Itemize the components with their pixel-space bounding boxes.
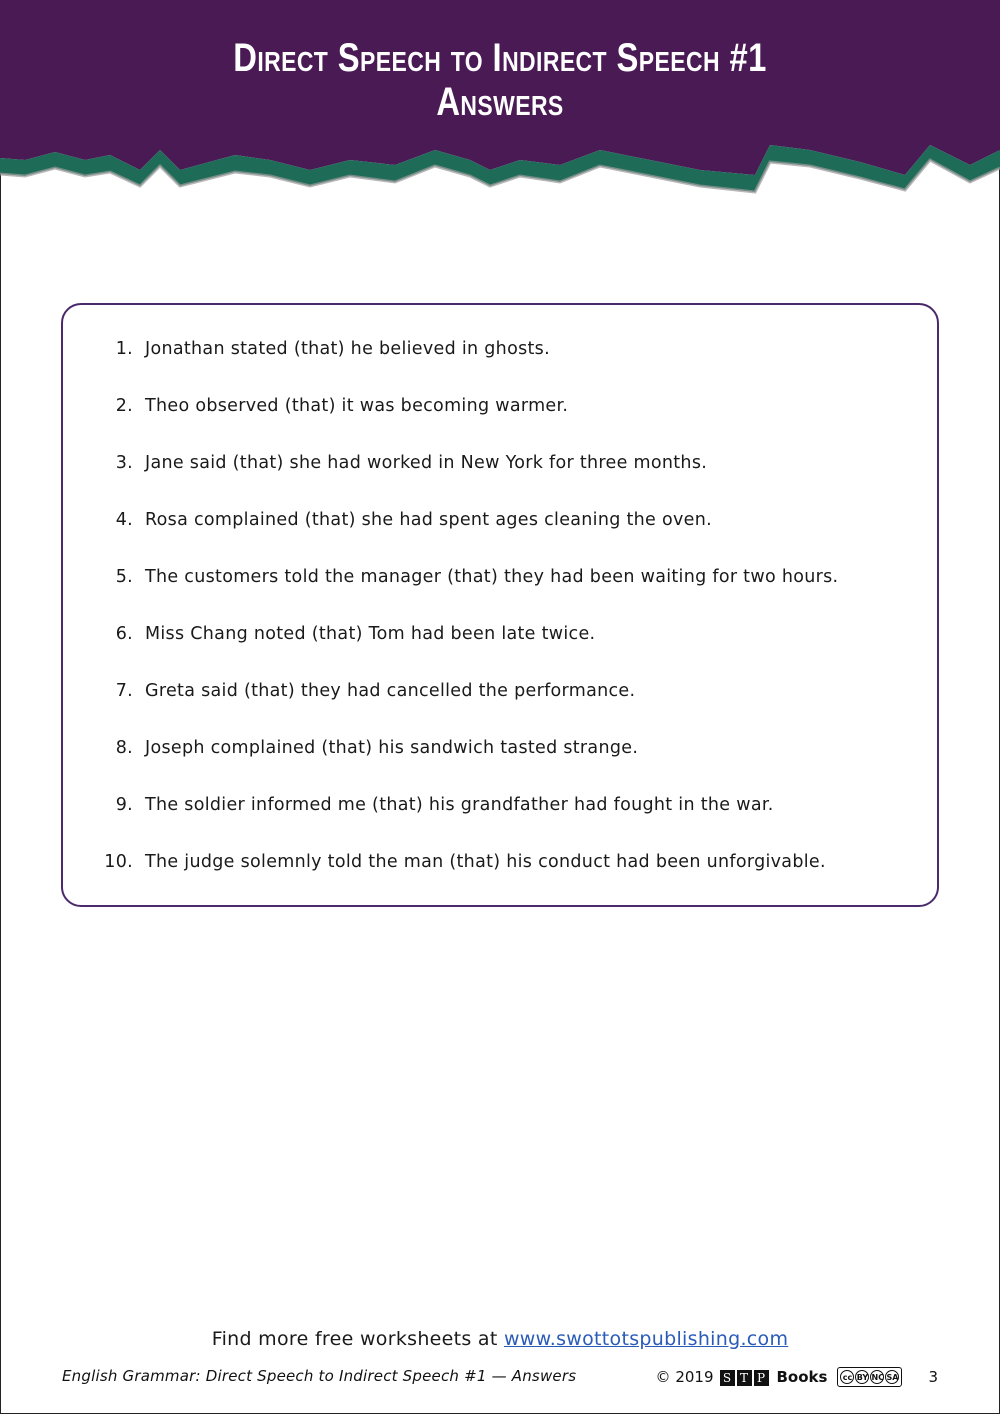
title-line-1: Direct Speech to Indirect Speech #1 — [233, 36, 767, 80]
title-line-2: Answers — [436, 80, 564, 124]
website-link[interactable]: www.swottotspublishing.com — [503, 1328, 789, 1350]
sa-icon: SA — [885, 1370, 899, 1384]
item-number: 10. — [104, 852, 133, 872]
footer-title: English Grammar: Direct Speech to Indirect Speech #1 — Answers — [62, 1367, 577, 1385]
item-number: 5. — [115, 567, 133, 587]
item-text: Greta said (that) they had cancelled the performance. — [145, 681, 636, 701]
item-text: Theo observed (that) it was becoming warmer. — [145, 396, 569, 416]
item-number: 2. — [115, 396, 133, 416]
stp-letter-p: P — [754, 1370, 769, 1386]
item-number: 8. — [115, 738, 133, 758]
nc-icon: NC — [870, 1370, 884, 1384]
stp-letter-t: T — [737, 1370, 752, 1386]
item-text: Joseph complained (that) his sandwich tasted strange. — [145, 738, 639, 758]
item-text: The customers told the manager (that) they had been waiting for two hours. — [145, 567, 839, 587]
item-text: The judge solemnly told the man (that) his conduct had been unforgivable. — [145, 852, 826, 872]
promo-text: Find more free worksheets at — [211, 1328, 504, 1350]
footer-right — [656, 1367, 938, 1387]
item-number: 1. — [115, 339, 133, 359]
item-text: Jonathan stated (that) he believed in ghosts. — [145, 339, 550, 359]
header-banner — [0, 0, 1000, 200]
item-number: 6. — [115, 624, 133, 644]
stp-letter-s: S — [720, 1370, 735, 1386]
books-label: Books — [776, 1368, 828, 1386]
page-title — [0, 36, 1000, 124]
item-text: Jane said (that) she had worked in New York for three months. — [145, 453, 708, 473]
item-text: Miss Chang noted (that) Tom had been late twice. — [145, 624, 596, 644]
promo-line — [0, 1328, 1000, 1350]
copyright-text: © 2019 — [655, 1368, 714, 1386]
item-number: 3. — [115, 453, 133, 473]
stp-logo — [720, 1368, 771, 1386]
page-number: 3 — [928, 1368, 938, 1386]
cc-license-icon — [837, 1367, 902, 1387]
item-text: The soldier informed me (that) his grandfather had fought in the war. — [145, 795, 774, 815]
item-number: 4. — [115, 510, 133, 530]
item-number: 9. — [115, 795, 133, 815]
cc-icon: cc — [840, 1370, 854, 1384]
item-number: 7. — [115, 681, 133, 701]
by-icon: BY — [855, 1370, 869, 1384]
answers-box — [61, 303, 939, 907]
item-text: Rosa complained (that) she had spent ages cleaning the oven. — [145, 510, 712, 530]
footer — [62, 1367, 938, 1389]
